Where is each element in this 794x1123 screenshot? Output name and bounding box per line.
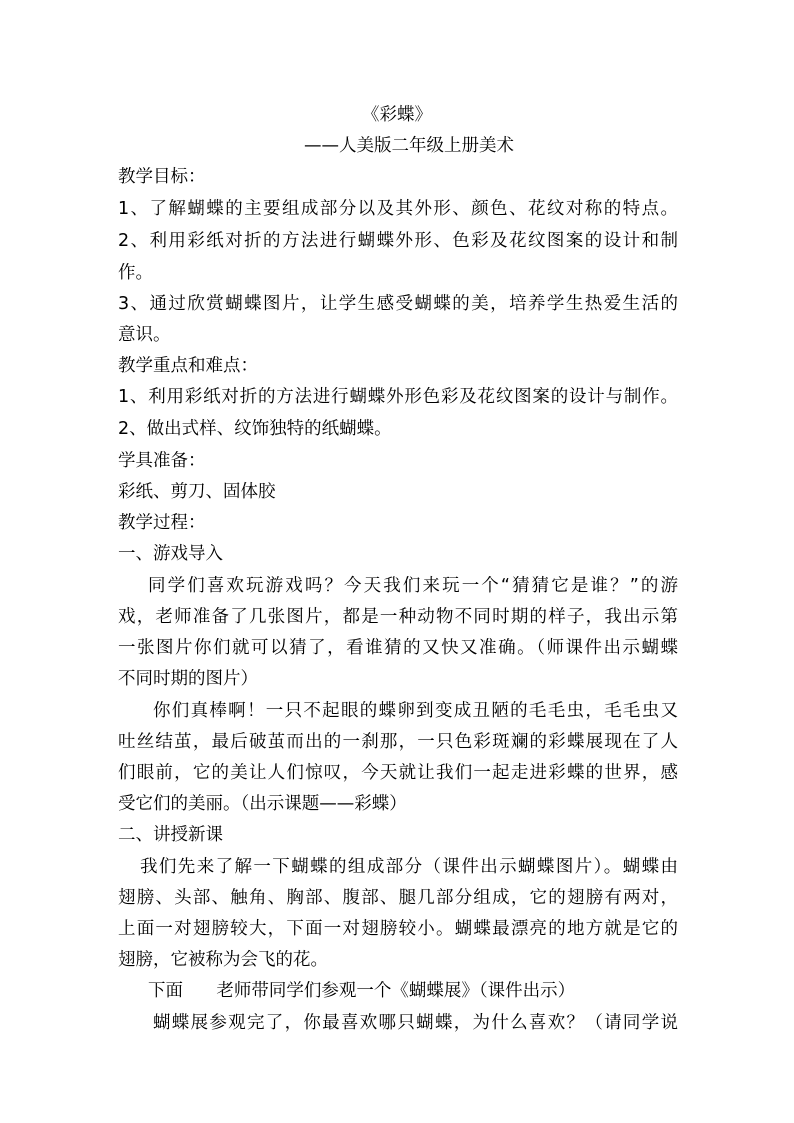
paragraph-3-line-3: 上面一对翅膀较大，下面一对翅膀较小。蝴蝶最漂亮的地方就是它的 — [118, 919, 678, 939]
paragraph-3-line-4: 翅膀，它被称为会飞的花。 — [118, 950, 328, 970]
key-point-1: 1、利用彩纸对折的方法进行蝴蝶外形色彩及花纹图案的设计与制作。 — [118, 387, 678, 407]
paragraph-4: 下面 老师带同学们参观一个《蝴蝶展》（课件出示） — [148, 981, 576, 1001]
section-new-lesson: 二、讲授新课 — [118, 825, 223, 845]
heading-materials: 学具准备： — [118, 451, 206, 471]
document-subtitle: ——人美版二年级上册美术 — [304, 136, 514, 156]
paragraph-3-line-1: 我们先来了解一下蝴蝶的组成部分（课件出示蝴蝶图片）。蝴蝶由 — [140, 857, 678, 877]
heading-process: 教学过程： — [118, 513, 206, 533]
objective-3: 3、通过欣赏蝴蝶图片，让学生感受蝴蝶的美，培养学生热爱生活的 — [118, 294, 678, 314]
key-point-2: 2、做出式样、纹饰独特的纸蝴蝶。 — [118, 419, 392, 439]
paragraph-3-line-2: 翅膀、头部、触角、胸部、腹部、腿几部分组成，它的翅膀有两对， — [118, 888, 678, 908]
paragraph-2-line-3: 们眼前，它的美让人们惊叹，今天就让我们一起走进彩蝶的世界，感 — [118, 763, 678, 783]
objective-1: 1、了解蝴蝶的主要组成部分以及其外形、颜色、花纹对称的特点。 — [118, 199, 678, 219]
paragraph-1-line-2: 戏，老师准备了几张图片，都是一种动物不同时期的样子，我出示第 — [118, 607, 678, 627]
paragraph-1-line-1: 同学们喜欢玩游戏吗？今天我们来玩一个“猜猜它是谁？”的游 — [148, 576, 678, 596]
materials-list: 彩纸、剪刀、固体胶 — [118, 482, 276, 502]
objective-3-cont: 意识。 — [118, 325, 171, 345]
document-title: 《彩蝶》 — [362, 105, 432, 125]
section-game-intro: 一、游戏导入 — [118, 544, 223, 564]
objective-2: 2、利用彩纸对折的方法进行蝴蝶外形、色彩及花纹图案的设计和制 — [118, 231, 678, 251]
heading-key-points: 教学重点和难点： — [118, 356, 258, 376]
objective-2-cont: 作。 — [118, 263, 153, 283]
heading-objectives: 教学目标： — [118, 167, 206, 187]
paragraph-2-line-4: 受它们的美丽。（出示课题——彩蝶） — [118, 794, 407, 814]
paragraph-1-line-4: 不同时期的图片） — [118, 669, 258, 689]
paragraph-2-line-2: 吐丝结茧，最后破茧而出的一刹那，一只色彩斑斓的彩蝶展现在了人 — [118, 732, 678, 752]
paragraph-1-line-3: 一张图片你们就可以猜了，看谁猜的又快又准确。（师课件出示蝴蝶 — [118, 638, 678, 658]
paragraph-2-line-1: 你们真棒啊！一只不起眼的蝶卵到变成丑陋的毛毛虫，毛毛虫又 — [153, 701, 678, 721]
paragraph-5-line-1: 蝴蝶展参观完了，你最喜欢哪只蝴蝶，为什么喜欢？（请同学说 — [153, 1013, 678, 1033]
